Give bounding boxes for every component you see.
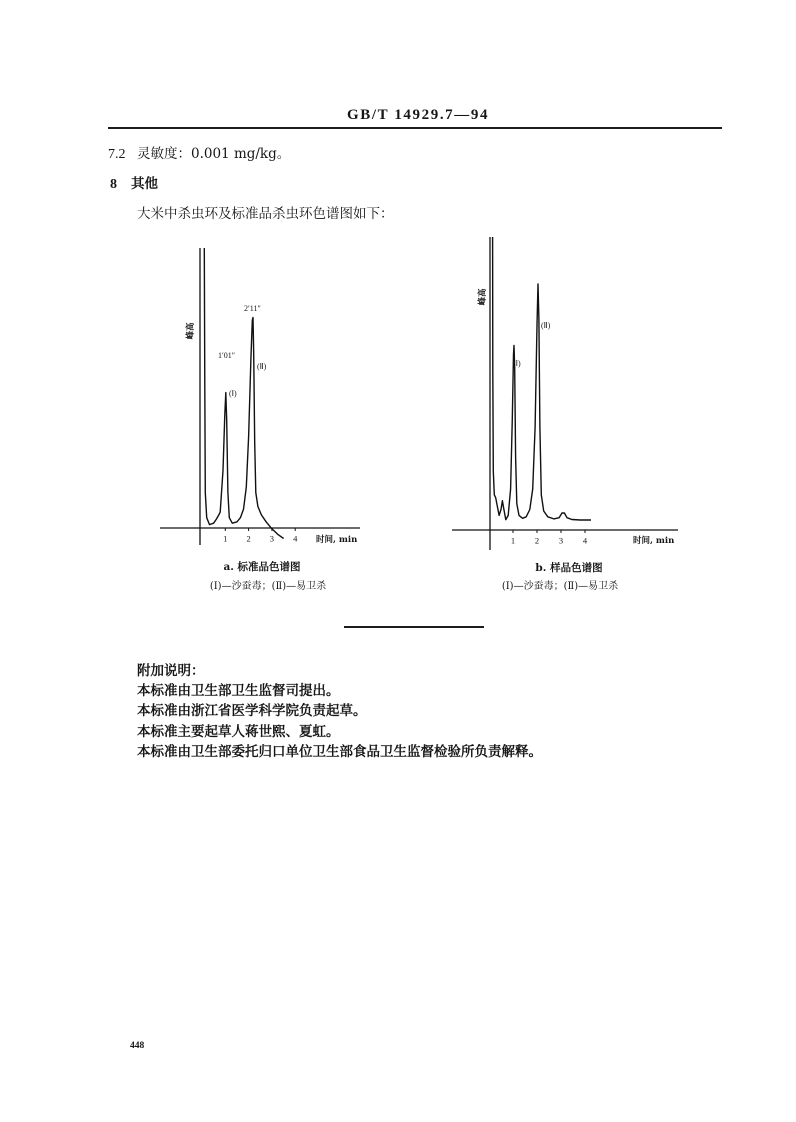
x-tick-label: 2 — [246, 533, 251, 544]
x-tick-label: 4 — [293, 533, 298, 544]
peak-label-1: (Ⅰ) — [513, 359, 521, 368]
y-axis-title: 峰高 — [186, 322, 196, 340]
x-tick-label: 1 — [223, 533, 228, 544]
peak-label-2: (Ⅱ) — [257, 362, 267, 371]
x-tick-label: 2 — [534, 535, 540, 546]
x-tick-label: 4 — [582, 535, 588, 546]
section-divider — [344, 626, 484, 628]
y-axis-title: 峰高 — [478, 288, 488, 306]
chromatogram-trace — [493, 237, 591, 520]
x-axis-title: 时间, min — [316, 535, 358, 545]
note-line: 本标准由浙江省医学科学院负责起草。 — [137, 703, 367, 719]
chart-a-legend: (Ⅰ)—沙蚕毒；(Ⅱ)—易卫杀 — [209, 581, 327, 592]
note-line: 本标准主要起草人蒋世熙、夏虹。 — [137, 724, 340, 740]
header-rule — [108, 127, 722, 129]
clause-8-title: 其他 — [131, 176, 158, 192]
chart-b-legend: (Ⅰ)—沙蚕毒；(Ⅱ)—易卫杀 — [501, 581, 619, 592]
x-axis-title: 时间, min — [633, 536, 675, 546]
clause-7-2-text: 灵敏度：0.001 mg/kg。 — [137, 146, 291, 162]
chart-b-caption: b. 样品色谱图 — [535, 562, 603, 574]
peak-label-1: (Ⅰ) — [229, 389, 237, 398]
retention-time-label-peak-2: 2′11″ — [244, 304, 261, 313]
clause-7-2-number: 7.2 — [108, 147, 126, 162]
chromatogram-b — [440, 225, 690, 560]
chromatogram-a — [150, 230, 380, 570]
x-tick-label: 3 — [558, 535, 564, 546]
clause-8-number: 8 — [110, 177, 117, 192]
chart-a-caption: a. 标准品色谱图 — [223, 561, 301, 573]
retention-time-label-peak-1: 1′01″ — [218, 351, 236, 360]
x-ticks — [511, 530, 588, 546]
chromatogram-trace — [204, 248, 283, 539]
x-tick-label: 3 — [269, 533, 275, 544]
page-number: 448 — [130, 1041, 145, 1051]
clause-8-intro: 大米中杀虫环及标准品杀虫环色谱图如下： — [137, 206, 394, 222]
x-ticks — [223, 528, 298, 544]
note-line: 本标准由卫生部卫生监督司提出。 — [137, 683, 340, 699]
note-line: 本标准由卫生部委托归口单位卫生部食品卫生监督检验所负责解释。 — [137, 744, 542, 760]
standard-code-header: GB/T 14929.7—94 — [347, 107, 490, 123]
x-tick-label: 1 — [510, 535, 516, 546]
additional-notes-heading: 附加说明： — [137, 663, 205, 679]
peak-label-2: (Ⅱ) — [541, 321, 551, 330]
